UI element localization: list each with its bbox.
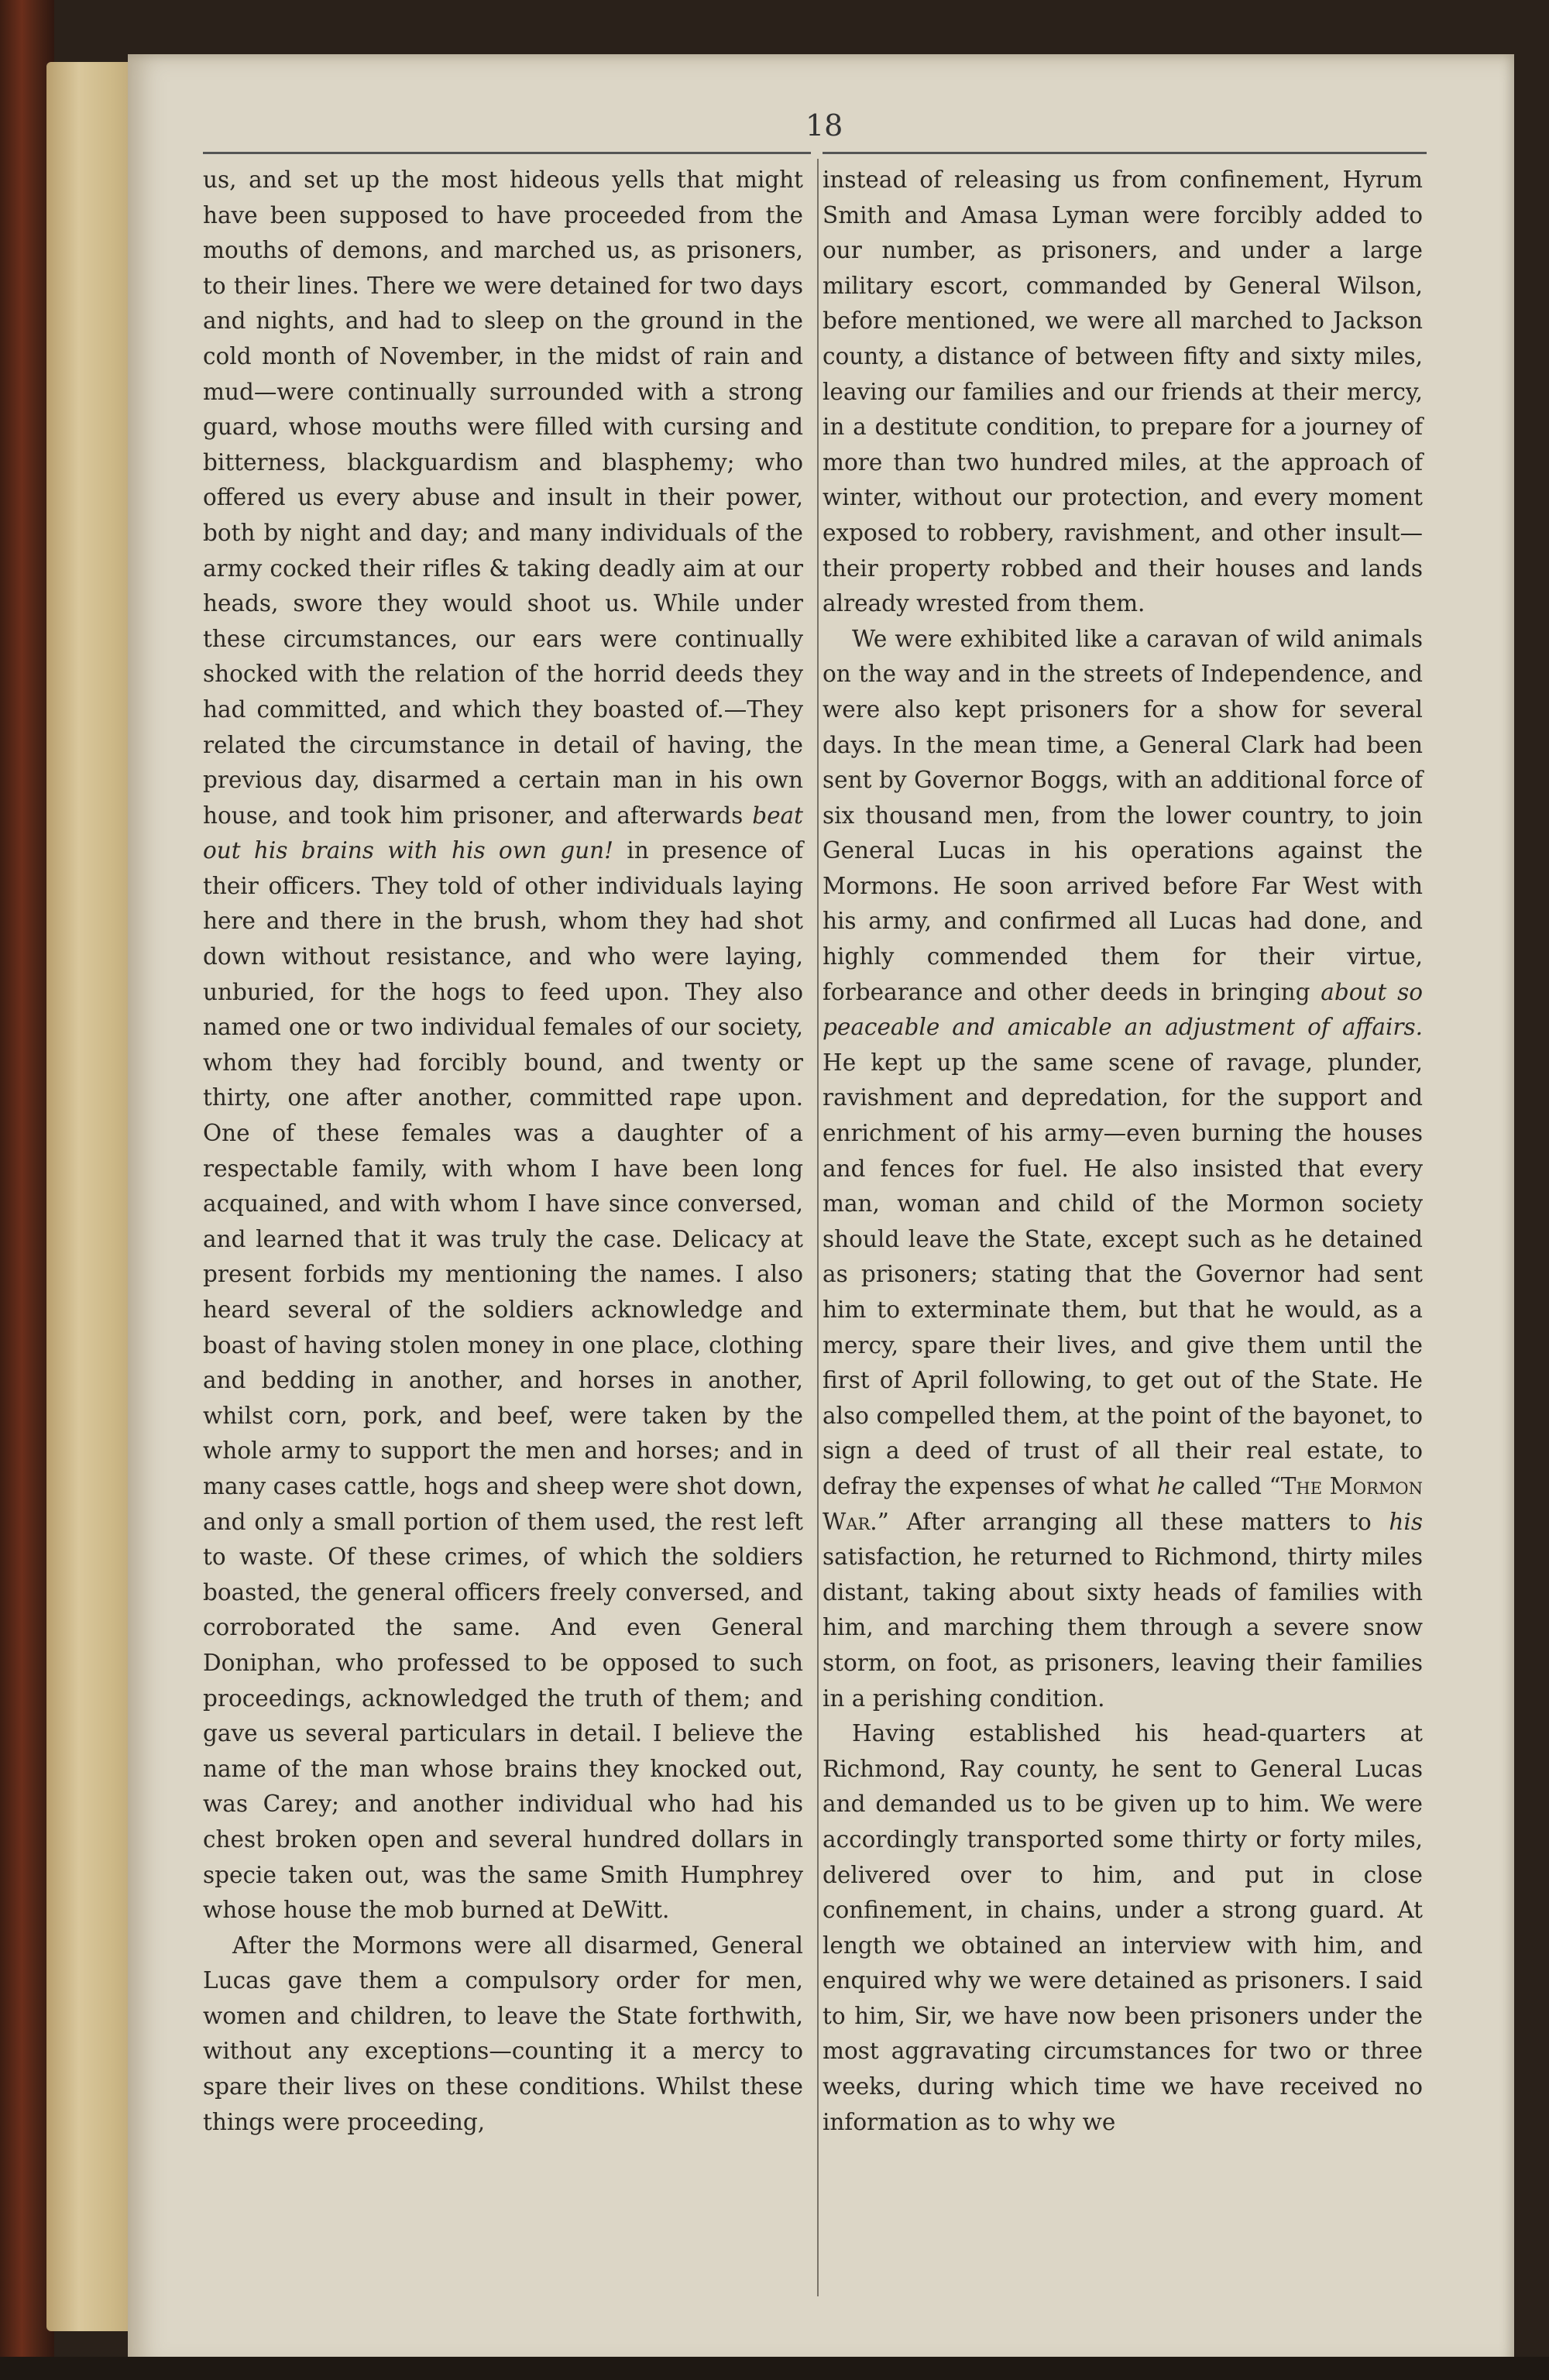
paragraph: Having established his head-quarters at Richmond, Ray county, he sent to General Lucas and demanded us to be given up to him. We were accordingly transported some thirty or forty miles, delivered over to him, and put in close confinement, in chains, under a strong guard. At length we obtained an interview with him, and enquired why we were detained as prisoners. I said to him, Sir, we have now been prisoners under the most aggravating circumstances for two or three weeks, during which time we have received no information as to why we [823, 1720, 1423, 2135]
page-number: 18 [805, 108, 843, 143]
text-run: us, and set up the most hideous yells that might have been supposed to have proceeded from the mouths of demons, and marched us, as prisoners, to their lines. There we were detained for two days and nights, and had to sleep on the ground in the cold month of November, in the midst of rain and mud—were continually surrounded with a strong guard, whose mouths were filled with cursing and bitterness, blackguardism and blasphemy; who offered us every abuse and insult in their power, both by night and day; and many individuals of the army cocked their rifles & taking deadly aim at our heads, swore they would shoot us. While under these circumstances, our ears were continually shocked with the relation of the horrid deeds they had committed, and which they boasted of.—They related the circumstance in detail of having, the previous day, disarmed a certain man in his own house, and took him prisoner, and afterwards [203, 167, 803, 829]
paragraph [203, 163, 803, 1928]
header-rule-right [823, 152, 1427, 154]
column-divider [817, 159, 819, 2296]
page-edges [46, 62, 139, 2331]
scan-border [0, 2357, 1549, 2380]
small-caps-text: The Mormon War. [823, 1472, 1423, 1535]
paragraph: instead of releasing us from confinement, Hyrum Smith and Amasa Lyman were forcibly added to our number, as prisoners, and under a large military escort, commanded by General Wilson, before mentioned, we were all marched to Jackson county, a distance of between fifty and sixty miles, leaving our families and our friends at their mercy, in a destitute condition, to prepare for a journey of more than two hundred miles, at the approach of winter, without our protection, and every moment exposed to robbery, ravishment, and other insult—their property robbed and their houses and lands already wrested from them. [823, 167, 1423, 617]
italic-text: his [1389, 1508, 1423, 1535]
italic-text: about so peaceable and amicable an adjustment of affairs. [823, 978, 1423, 1041]
paragraph: After the Mormons were all disarmed, General Lucas gave them a compulsory order for men, women and children, to leave the State forthwith, without any exceptions—counting it a mercy to spare their lives on these conditions. Whilst these things were proceeding, [203, 1932, 803, 2135]
text-run: in presence of their officers. They told of other individuals laying here and there in the brush, whom they had shot down without resistance, and who were laying, unburied, for the hogs to feed upon. They also named one or two individual females of our society, whom they had forcibly bound, and twenty or thirty, one after another, committed rape upon. One of these females was a daughter of a respectable family, with whom I have been long acquained, and with whom I have since conversed, and learned that it was truly the case. Delicacy at present forbids my mentioning the names. I also heard several of the soldiers acknowledge and boast of having stolen money in one place, clothing and bedding in another, and horses in another, whilst corn, pork, and beef, were taken by the whole army to support the men and horses; and in many cases cattle, hogs and sheep were shot down, and only a small portion of them used, the rest left to waste. Of these crimes, of which the soldiers boasted, the general officers freely conversed, and corroborated the same. And even General Doniphan, who professed to be opposed to such proceedings, acknowledged the truth of them; and gave us several particulars in detail. I believe the name of the man whose brains they knocked out, was Carey; and another individual who had his chest broken open and several hundred dollars in specie taken out, was the same Smith Humphrey whose house the mob burned at DeWitt. [203, 837, 803, 1924]
text-run: ” After arranging all these matters to [877, 1508, 1389, 1535]
header-rule-left [203, 152, 811, 154]
right-column [823, 163, 1423, 2140]
italic-text: he [1156, 1472, 1186, 1499]
italic-text: beat out his brains with his own gun! [203, 802, 803, 864]
text-run: We were exhibited like a caravan of wild animals on the way and in the streets of Independence, and were also kept prisoners for a show for several days. In the mean time, a General Clark had been sent by Governor Boggs, with an additional force of six thousand men, from the lower country, to join General Lucas in his operations against the Mormons. He soon arrived before Far West with his army, and confirmed all Lucas had done, and highly commended them for their virtue, forbearance and other deeds in bringing [823, 625, 1423, 1005]
text-run: satisfaction, he returned to Richmond, thirty miles distant, taking about sixty heads of families with him, and marching them through a severe snow storm, on foot, as prisoners, leaving their families in a perishing condition. [823, 1544, 1423, 1712]
left-column [203, 163, 803, 2140]
paragraph [823, 622, 1423, 1716]
text-run: called “ [1185, 1472, 1281, 1499]
text-run: He kept up the same scene of ravage, plunder, ravishment and depredation, for the support and enrichment of his army—even burning the houses and fences for fuel. He also insisted that every man, woman and child of the Mormon society should leave the State, except such as he detained as prisoners; stating that the Governor had sent him to exterminate them, but that he would, as a mercy, spare their lives, and give them until the first of April following, to get out of the State. He also compelled them, at the point of the bayonet, to sign a deed of trust of all their real estate, to defray the expenses of what [823, 1049, 1423, 1499]
